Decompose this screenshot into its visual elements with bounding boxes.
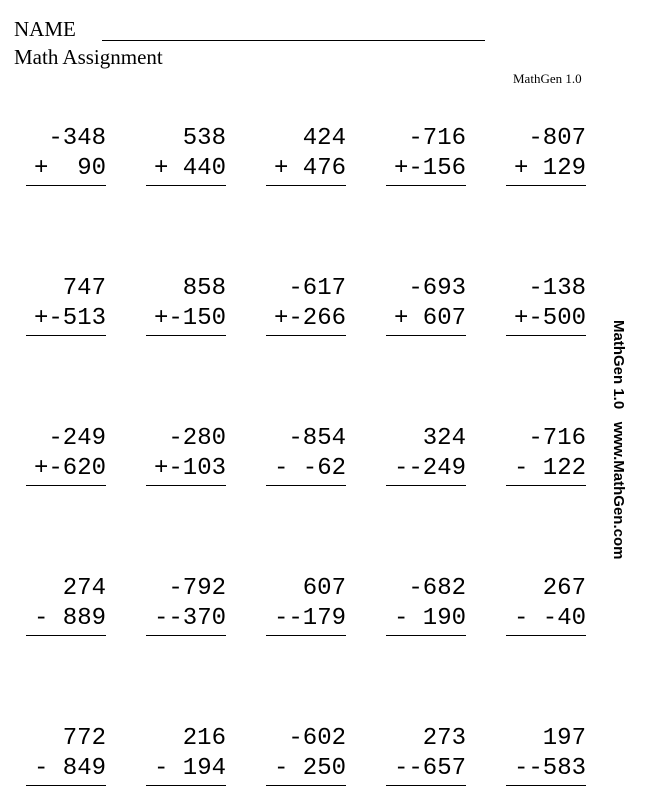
generator-label: MathGen 1.0: [513, 71, 582, 86]
problem-top-operand: 858: [182, 275, 226, 302]
problem-top-operand: -716: [408, 125, 466, 152]
problem-bottom-operand: + 440: [153, 155, 226, 182]
answer-rule: [506, 635, 586, 636]
problem-bottom-operand: --657: [393, 755, 466, 782]
problem-3-2: [146, 424, 226, 486]
problem-2-5: [506, 274, 586, 336]
problem-top-operand: -807: [528, 125, 586, 152]
problem-2-1: [26, 274, 106, 336]
problem-1-2: [146, 124, 226, 186]
problem-top-operand: -138: [528, 275, 586, 302]
answer-rule: [386, 785, 466, 786]
problem-top-operand: -682: [408, 575, 466, 602]
answer-rule: [266, 485, 346, 486]
problem-top-operand: -617: [288, 275, 346, 302]
problem-top-operand: 538: [182, 125, 226, 152]
problem-bottom-operand: - 889: [33, 605, 106, 632]
problem-4-5: [506, 574, 586, 636]
problem-bottom-operand: + 90: [33, 155, 106, 182]
problem-3-4: [386, 424, 466, 486]
problem-top-operand: -348: [48, 125, 106, 152]
problem-2-3: [266, 274, 346, 336]
problem-bottom-operand: - 190: [393, 605, 466, 632]
problem-top-operand: 772: [62, 725, 106, 752]
problem-bottom-operand: - -62: [273, 455, 346, 482]
answer-rule: [26, 335, 106, 336]
problem-top-operand: 424: [302, 125, 346, 152]
problem-top-operand: 197: [542, 725, 586, 752]
problem-bottom-operand: +-266: [273, 305, 346, 332]
problem-top-operand: -249: [48, 425, 106, 452]
problem-bottom-operand: + 476: [273, 155, 346, 182]
problem-top-operand: 274: [62, 575, 106, 602]
answer-rule: [386, 185, 466, 186]
problem-bottom-operand: +-513: [33, 305, 106, 332]
problem-top-operand: -693: [408, 275, 466, 302]
answer-rule: [146, 485, 226, 486]
answer-rule: [266, 785, 346, 786]
answer-rule: [506, 335, 586, 336]
answer-rule: [386, 635, 466, 636]
problem-bottom-operand: +-500: [513, 305, 586, 332]
answer-rule: [26, 485, 106, 486]
problem-bottom-operand: + 607: [393, 305, 466, 332]
answer-rule: [266, 335, 346, 336]
problem-4-3: [266, 574, 346, 636]
problem-5-1: [26, 724, 106, 786]
answer-rule: [386, 335, 466, 336]
problem-bottom-operand: +-156: [393, 155, 466, 182]
problem-bottom-operand: +-103: [153, 455, 226, 482]
sidebar-watermark: [608, 320, 636, 596]
problem-4-1: [26, 574, 106, 636]
problem-4-4: [386, 574, 466, 636]
problem-bottom-operand: - 250: [273, 755, 346, 782]
answer-rule: [146, 785, 226, 786]
answer-rule: [26, 185, 106, 186]
problem-bottom-operand: +-150: [153, 305, 226, 332]
problem-top-operand: 324: [422, 425, 466, 452]
problem-bottom-operand: --583: [513, 755, 586, 782]
problem-top-operand: 607: [302, 575, 346, 602]
problem-1-3: [266, 124, 346, 186]
answer-rule: [26, 785, 106, 786]
problem-top-operand: -602: [288, 725, 346, 752]
problem-5-5: [506, 724, 586, 786]
problem-bottom-operand: - 194: [153, 755, 226, 782]
problem-3-5: [506, 424, 586, 486]
sidebar-watermark-text: MathGen 1.0 www.MathGen.com: [610, 320, 627, 560]
answer-rule: [146, 185, 226, 186]
answer-rule: [506, 185, 586, 186]
answer-rule: [506, 485, 586, 486]
answer-rule: [266, 185, 346, 186]
problem-top-operand: 267: [542, 575, 586, 602]
problem-3-3: [266, 424, 346, 486]
problem-2-4: [386, 274, 466, 336]
answer-rule: [266, 635, 346, 636]
problem-top-operand: -854: [288, 425, 346, 452]
problem-bottom-operand: +-620: [33, 455, 106, 482]
page-title: Math Assignment: [14, 45, 163, 69]
problem-top-operand: 273: [422, 725, 466, 752]
problem-top-operand: -280: [168, 425, 226, 452]
answer-rule: [146, 635, 226, 636]
answer-rule: [386, 485, 466, 486]
problem-1-5: [506, 124, 586, 186]
problem-1-4: [386, 124, 466, 186]
answer-rule: [26, 635, 106, 636]
answer-rule: [146, 335, 226, 336]
problem-2-2: [146, 274, 226, 336]
problem-3-1: [26, 424, 106, 486]
problem-bottom-operand: --370: [153, 605, 226, 632]
problem-bottom-operand: --249: [393, 455, 466, 482]
problem-top-operand: -716: [528, 425, 586, 452]
problem-bottom-operand: - -40: [513, 605, 586, 632]
problem-5-4: [386, 724, 466, 786]
problem-1-1: [26, 124, 106, 186]
problem-bottom-operand: - 849: [33, 755, 106, 782]
answer-rule: [506, 785, 586, 786]
problem-bottom-operand: --179: [273, 605, 346, 632]
problem-top-operand: 216: [182, 725, 226, 752]
problem-top-operand: 747: [62, 275, 106, 302]
name-label: NAME: [14, 17, 76, 41]
problem-5-2: [146, 724, 226, 786]
problem-bottom-operand: + 129: [513, 155, 586, 182]
problem-top-operand: -792: [168, 575, 226, 602]
problem-bottom-operand: - 122: [513, 455, 586, 482]
problem-4-2: [146, 574, 226, 636]
problem-5-3: [266, 724, 346, 786]
